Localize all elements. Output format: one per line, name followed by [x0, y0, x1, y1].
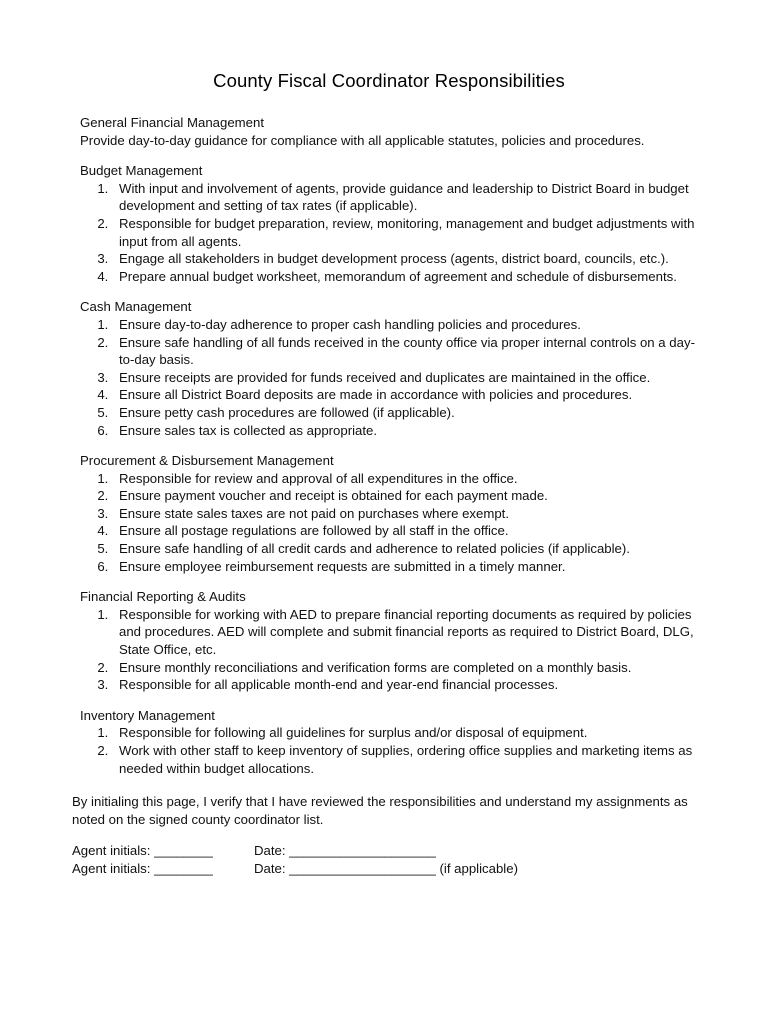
list-item: 3. Engage all stakeholders in budget development process (agents, district board, councils, etc.).	[112, 250, 706, 268]
list-item: 5. Ensure safe handling of all credit cards and adherence to related policies (if applicable).	[112, 540, 706, 558]
section-intro: Provide day-to-day guidance for compliance with all applicable statutes, policies and procedures.	[80, 132, 645, 148]
numbered-list	[80, 606, 706, 694]
page-title: County Fiscal Coordinator Responsibilities	[213, 70, 565, 91]
sections-container	[72, 114, 706, 777]
agent-initials-field: Agent initials: ________	[72, 860, 213, 876]
list-item: 2. Work with other staff to keep inventory of supplies, ordering office supplies and marketing items as needed within budget allocations.	[112, 742, 706, 777]
section	[80, 588, 706, 694]
list-item: 2. Ensure safe handling of all funds received in the county office via proper internal controls on a day-to-day basis.	[112, 334, 706, 369]
list-item: 1. Responsible for following all guidelines for surplus and/or disposal of equipment.	[112, 724, 706, 742]
section-heading: Budget Management	[80, 163, 203, 179]
date-field: Date: ____________________	[254, 843, 436, 859]
list-item: 1. Ensure day-to-day adherence to proper cash handling policies and procedures.	[112, 316, 706, 334]
list-item: 4. Ensure all postage regulations are followed by all staff in the office.	[112, 522, 706, 540]
date-field: Date: ____________________ (if applicable)	[254, 860, 518, 876]
list-item: 4. Ensure all District Board deposits are made in accordance with policies and procedures.	[112, 386, 706, 404]
numbered-list	[80, 180, 706, 286]
numbered-list	[80, 470, 706, 576]
numbered-list	[80, 316, 706, 439]
list-item: 3. Ensure receipts are provided for funds received and duplicates are maintained in the office.	[112, 369, 706, 387]
list-item: 1. With input and involvement of agents, provide guidance and leadership to District Board in budget development and setting of tax rates (if applicable).	[112, 180, 706, 215]
section	[80, 114, 706, 149]
numbered-list	[80, 724, 706, 777]
section-heading: General Financial Management	[80, 115, 264, 130]
section-heading: Cash Management	[80, 299, 192, 315]
section-heading: Financial Reporting & Audits	[80, 589, 246, 605]
section	[80, 707, 706, 777]
list-item: 2. Responsible for budget preparation, review, monitoring, management and budget adjustments with input from all agents.	[112, 215, 706, 250]
section-heading: Inventory Management	[80, 707, 215, 723]
signature-row	[72, 860, 706, 878]
list-item: 1. Responsible for review and approval of all expenditures in the office.	[112, 470, 706, 488]
section	[80, 298, 706, 439]
section	[80, 162, 706, 285]
list-item: 2. Ensure payment voucher and receipt is obtained for each payment made.	[112, 487, 706, 505]
list-item: 4. Prepare annual budget worksheet, memorandum of agreement and schedule of disbursements.	[112, 268, 706, 286]
signature-row	[72, 842, 706, 860]
agent-initials-field: Agent initials: ________	[72, 843, 213, 859]
section	[80, 452, 706, 575]
section-heading: Procurement & Disbursement Management	[80, 453, 334, 469]
list-item: 1. Responsible for working with AED to prepare financial reporting documents as required by policies and procedures. AED will complete and submit financial reports as required to District Board, DLG, State Office, etc.	[112, 606, 706, 659]
list-item: 3. Ensure state sales taxes are not paid on purchases where exempt.	[112, 505, 706, 523]
list-item: 6. Ensure employee reimbursement requests are submitted in a timely manner.	[112, 558, 706, 576]
list-item: 5. Ensure petty cash procedures are followed (if applicable).	[112, 404, 706, 422]
list-item: 2. Ensure monthly reconciliations and verification forms are completed on a monthly basis.	[112, 659, 706, 677]
list-item: 6. Ensure sales tax is collected as appropriate.	[112, 422, 706, 440]
signature-block	[72, 842, 706, 877]
verification-statement: By initialing this page, I verify that I have reviewed the responsibilities and understand my assignments as noted on the signed county coordinator list.	[72, 794, 688, 827]
list-item: 3. Responsible for all applicable month-end and year-end financial processes.	[112, 676, 706, 694]
